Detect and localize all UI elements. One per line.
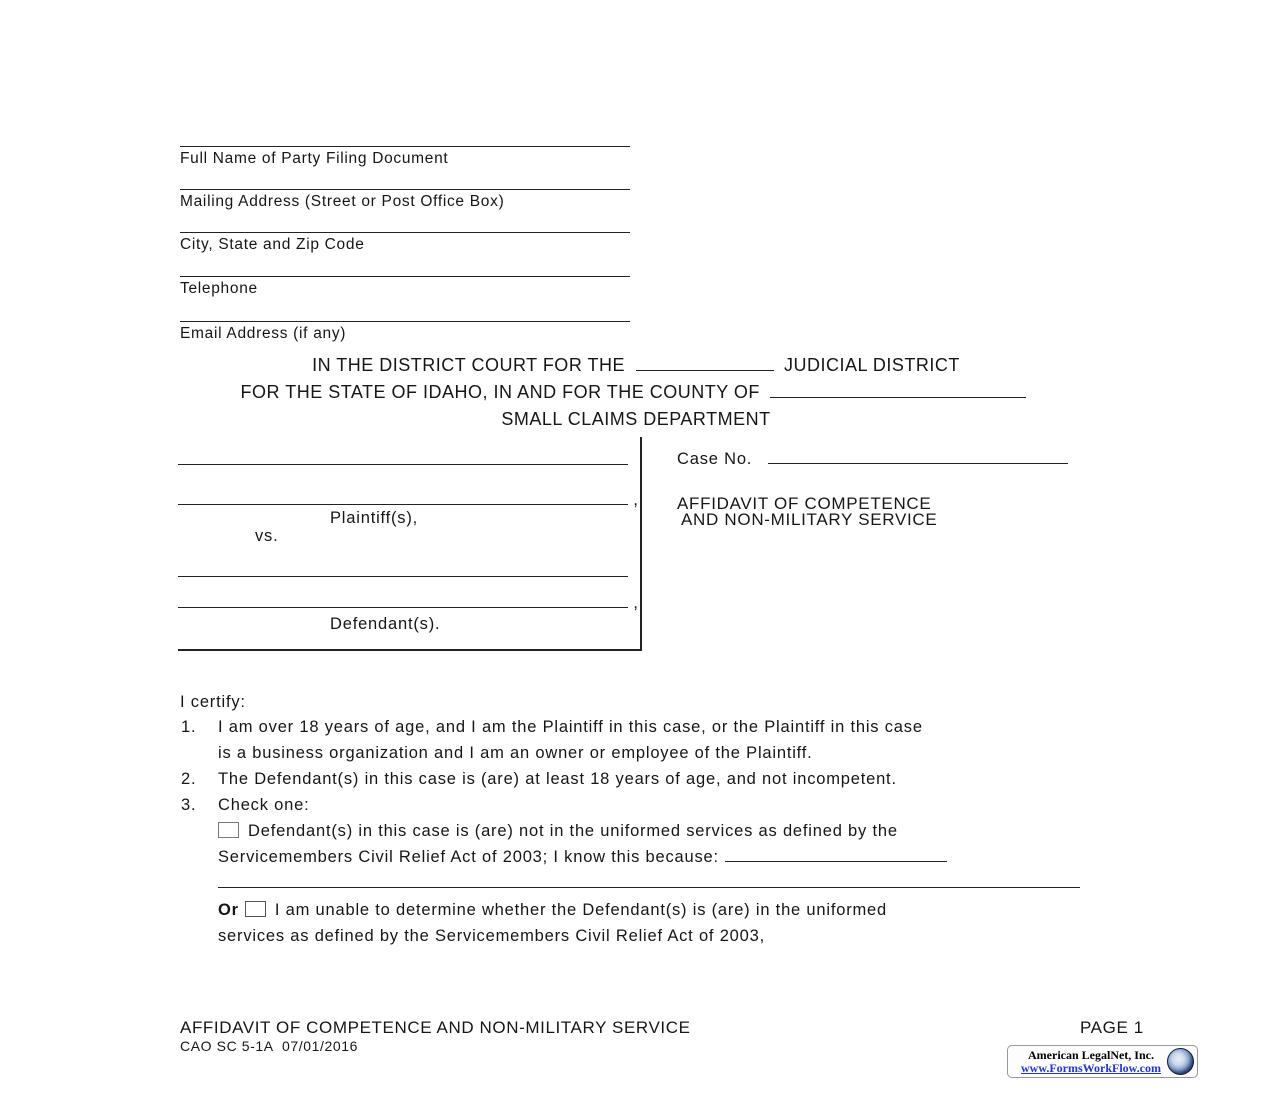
city-state-zip-label: City, State and Zip Code <box>180 236 365 253</box>
court-heading-line3: SMALL CLAIMS DEPARTMENT <box>501 409 771 429</box>
option-1-line-2 <box>218 848 947 867</box>
defendant-label: Defendant(s). <box>330 615 441 633</box>
option-2-text-1: I am unable to determine whether the Defendant(s) is (are) in the uniformed <box>274 901 887 919</box>
county-blank[interactable] <box>770 383 1026 398</box>
case-number-row <box>677 450 1068 469</box>
court-heading-line2 <box>180 382 1092 403</box>
badge-url-link[interactable]: www.FormsWorkFlow.com <box>1021 1060 1161 1075</box>
badge-company-name: American LegalNet, Inc. <box>1028 1047 1154 1062</box>
mailing-address-line[interactable] <box>180 189 630 190</box>
defendant-name-line-2[interactable] <box>178 593 638 612</box>
city-state-zip-line[interactable] <box>180 232 630 233</box>
full-name-line[interactable] <box>180 146 630 147</box>
option-2-line-2: services as defined by the Servicemembers Civil Relief Act of 2003, <box>218 927 765 945</box>
case-number-label: Case No. <box>677 450 753 468</box>
item-1-line-1: I am over 18 years of age, and I am the Plaintiff in this case, or the Plaintiff in this case <box>218 718 923 736</box>
item-3-line-1: Check one: <box>218 796 310 814</box>
defendant-not-in-service-checkbox[interactable] <box>218 822 239 838</box>
option-1-text-2: Servicemembers Civil Relief Act of 2003; I know this because: <box>218 848 719 866</box>
plaintiff-name-line-1[interactable] <box>178 464 628 465</box>
option-2-line-1 <box>218 901 887 920</box>
email-label: Email Address (if any) <box>180 325 347 342</box>
item-2-number: 2. <box>181 770 197 788</box>
case-caption-box <box>178 437 642 651</box>
because-continuation-line[interactable] <box>218 887 1080 888</box>
email-line[interactable] <box>180 321 630 322</box>
item-2-line-1: The Defendant(s) in this case is (are) at least 18 years of age, and not incompetent. <box>218 770 897 788</box>
judicial-district-blank[interactable] <box>636 356 774 371</box>
defendant-name-line-1[interactable] <box>178 576 628 577</box>
option-1-line-1 <box>218 822 898 841</box>
plaintiff-comma: , <box>633 490 638 509</box>
telephone-label: Telephone <box>180 280 258 297</box>
document-title-line1: AFFIDAVIT OF COMPETENCE <box>677 494 932 513</box>
vs-label: vs. <box>255 527 279 545</box>
heading-line1-suffix: JUDICIAL DISTRICT <box>784 355 960 375</box>
plaintiff-label: Plaintiff(s), <box>330 509 419 527</box>
footer-page-number: PAGE 1 <box>1080 1018 1144 1037</box>
heading-line1-prefix: IN THE DISTRICT COURT FOR THE <box>312 355 625 375</box>
mailing-address-label: Mailing Address (Street or Post Office Box) <box>180 193 505 210</box>
defendant-comma: , <box>633 593 638 612</box>
court-heading-line1 <box>180 355 1092 376</box>
unable-to-determine-checkbox[interactable] <box>245 901 266 917</box>
full-name-label: Full Name of Party Filing Document <box>180 150 449 167</box>
certify-heading: I certify: <box>180 693 246 711</box>
plaintiff-name-line-2[interactable] <box>178 490 638 509</box>
globe-logo-icon <box>1167 1048 1194 1075</box>
heading-line2-prefix: FOR THE STATE OF IDAHO, IN AND FOR THE COUNTY OF <box>240 382 760 402</box>
footer-document-title: AFFIDAVIT OF COMPETENCE AND NON-MILITARY SERVICE <box>180 1018 691 1037</box>
item-1-line-2: is a business organization and I am an owner or employee of the Plaintiff. <box>218 744 813 762</box>
or-label: Or <box>218 901 239 919</box>
footer-form-number: CAO SC 5-1A 07/01/2016 <box>180 1038 359 1054</box>
item-1-number: 1. <box>181 718 197 736</box>
telephone-line[interactable] <box>180 276 630 277</box>
badge-text-column <box>1008 1049 1167 1075</box>
case-number-line[interactable] <box>768 450 1068 464</box>
because-blank[interactable] <box>725 848 947 862</box>
american-legalnet-badge <box>1007 1045 1198 1078</box>
option-1-text-1: Defendant(s) in this case is (are) not in the uniformed services as defined by the <box>248 822 898 840</box>
document-title-line2: AND NON-MILITARY SERVICE <box>681 510 938 529</box>
item-3-number: 3. <box>181 796 197 814</box>
